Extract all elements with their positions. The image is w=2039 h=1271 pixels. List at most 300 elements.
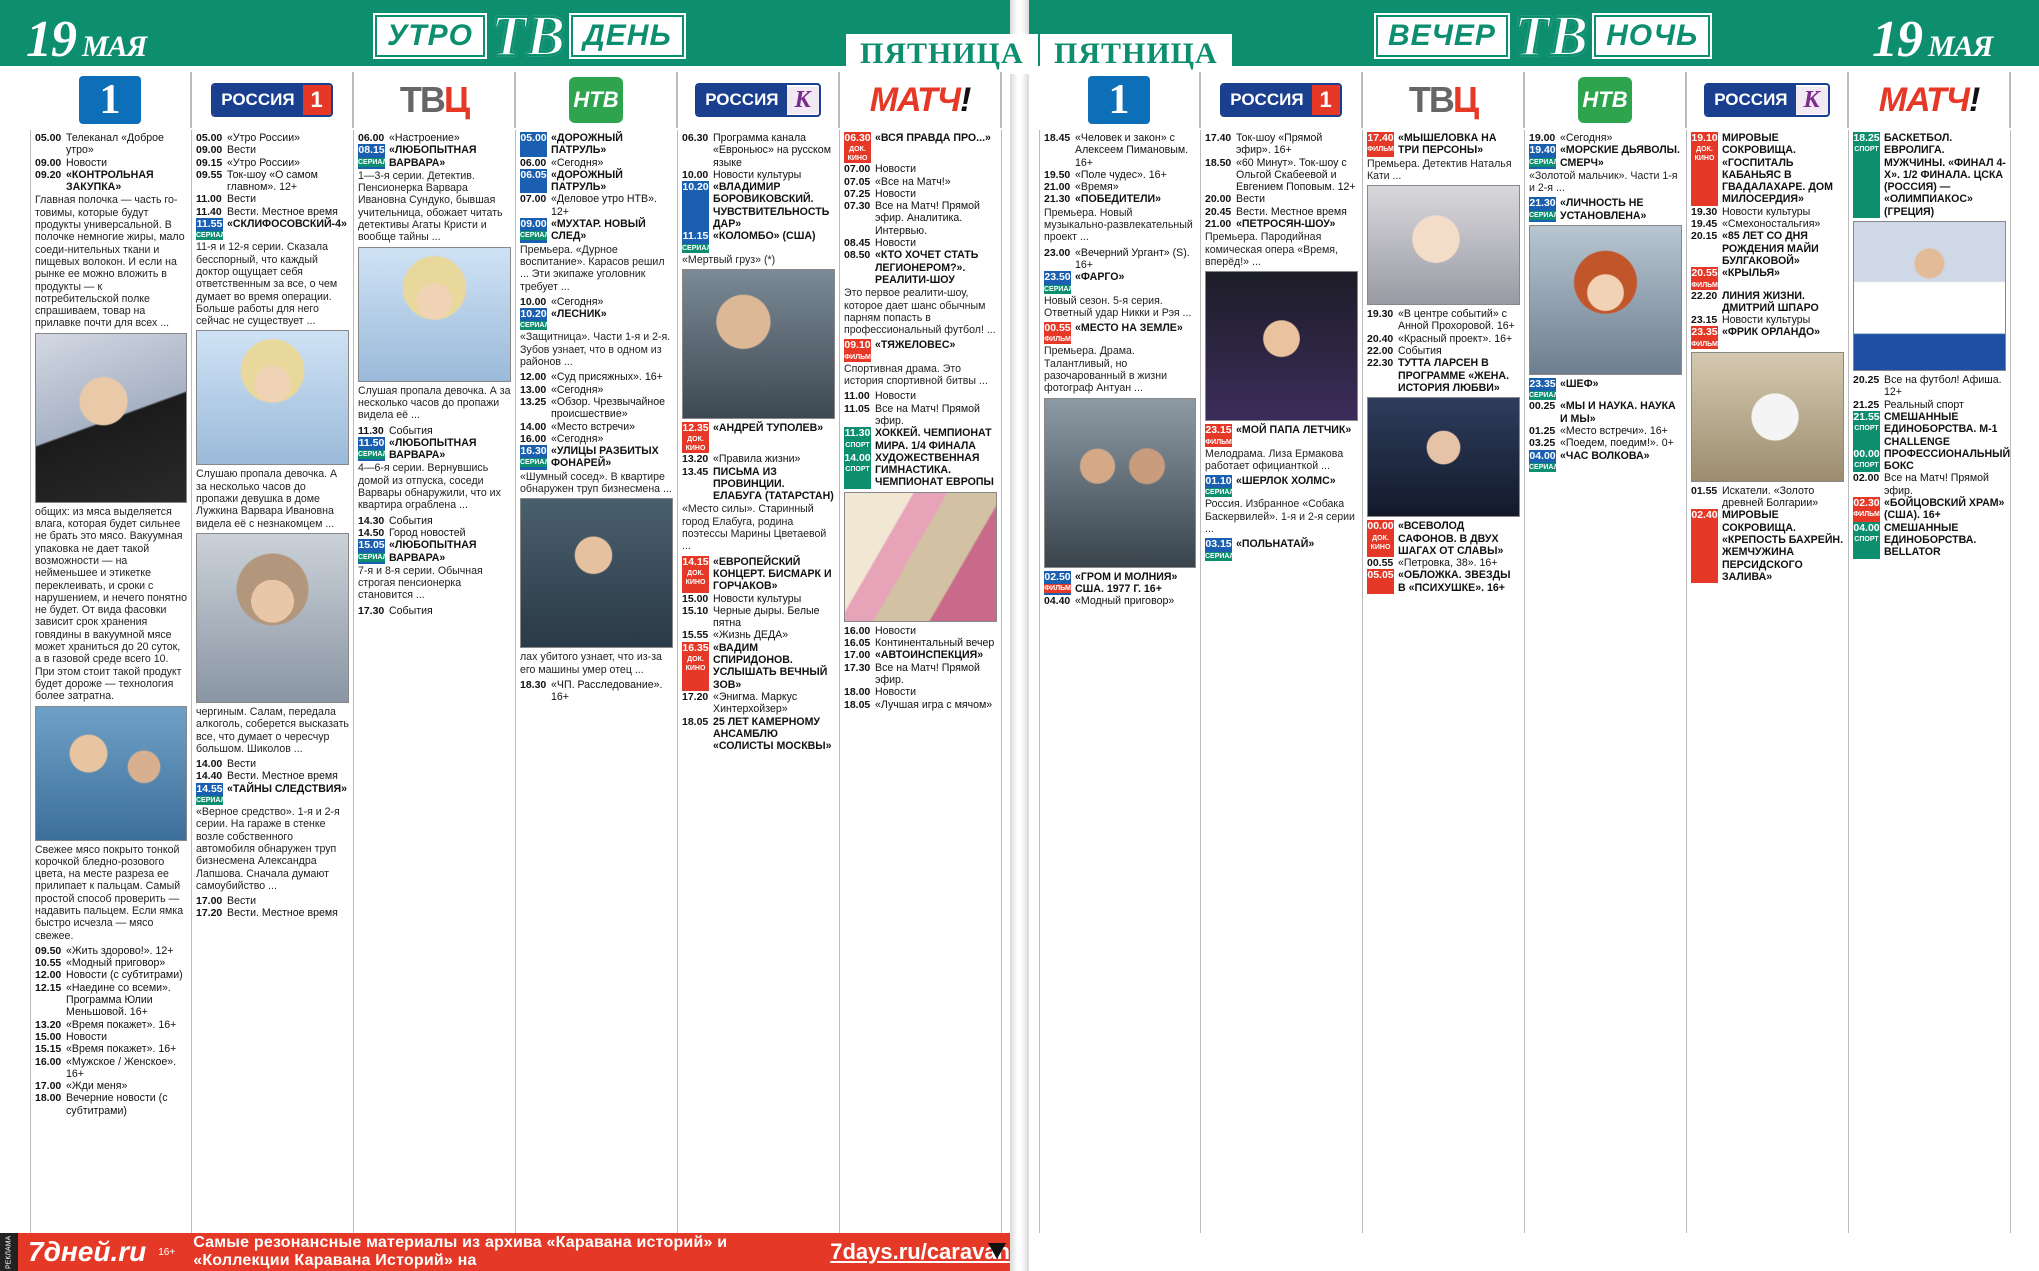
program-title: «ВАДИМ СПИРИДОНОВ. УСЛЫШАТЬ ВЕЧНЫЙ ЗОВ» <box>713 641 828 691</box>
program-description: «Место силы». Старинный город Елабуга, родина поэтессы Марины Цветаевой ... <box>682 503 827 553</box>
time-value: 15.05 <box>358 539 385 552</box>
time-value: 00.55 <box>1044 322 1071 335</box>
program-title: Вести <box>227 193 257 206</box>
time-value: 15.10 <box>682 604 709 617</box>
time-value: 12.00 <box>35 969 62 982</box>
time-value: 11.50 <box>358 436 385 449</box>
program-title: «ЧАС ВОЛКОВА» <box>1560 449 1650 462</box>
program-time <box>196 770 223 782</box>
program-title: Новости <box>875 390 917 403</box>
program-time <box>1367 132 1394 157</box>
program-time <box>844 176 871 188</box>
program-time <box>1044 322 1071 344</box>
program-description: Новый сезон. 5-я серия. Ответный удар Никки и Рэя ... <box>1044 294 1192 319</box>
program-row <box>1205 538 1358 560</box>
program-photo <box>1691 352 1844 482</box>
column-russia1 <box>1201 130 1363 1233</box>
program-time <box>196 206 223 218</box>
time-value: 18.05 <box>844 698 871 711</box>
program-row <box>682 466 835 503</box>
program-row <box>520 384 673 396</box>
program-row <box>196 206 349 218</box>
program-time <box>682 453 709 465</box>
program-title: «Жди меня» <box>66 1080 128 1093</box>
program-time <box>1853 448 1880 473</box>
program-title: Телеканал «Доброе утро» <box>66 132 164 157</box>
logo-russiak: РОССИЯ К <box>678 72 840 128</box>
column-tvc <box>354 130 516 1233</box>
time-value: 10.20 <box>682 181 709 194</box>
program-time <box>1044 247 1071 272</box>
program-row <box>1853 472 2006 497</box>
program-time <box>844 649 871 661</box>
program-title: «ВЛАДИМИР БОРОВИКОВСКИЙ. ЧУВСТВИТЕЛЬНОСТЬ ДАР» <box>713 181 830 231</box>
program-photo <box>844 492 997 622</box>
program-time <box>682 181 709 230</box>
time-value: 22.20 <box>1691 289 1718 302</box>
genre-tag: ДОК. КИНО <box>1691 145 1718 163</box>
genre-tag: СЕРИАЛ <box>358 158 388 166</box>
program-description: общих: из мяса выделяется влага, которая будет сильнее не брать это мясо. Вакуумная упаковка не дает такой возможности — на нейменьшее и этикетке переклеивать, и сроки с нарушением, и нечего понятно не будет. От вида фасовки зависит срок хранения говядины в вакуумной мясе может храниться до 20 суток, а в газовой среде всего 10. При этом стоит такой продукт будет дороже — технология более затратна. <box>35 505 187 703</box>
program-row <box>1853 522 2006 559</box>
genre-tag: СЕРИАЛ <box>1529 392 1559 400</box>
day-left: ПЯТНИЦА <box>846 34 1038 74</box>
program-time <box>1529 378 1559 400</box>
time-value: 08.15 <box>358 144 385 157</box>
program-title: «МЫ И НАУКА. НАУКА И МЫ» <box>1560 400 1676 425</box>
time-value: 17.00 <box>844 649 871 662</box>
program-title: «УЛИЦЫ РАЗБИТЫХ ФОНАРЕЙ» <box>551 445 659 470</box>
program-row <box>1853 132 2006 218</box>
time-value: 16.05 <box>844 637 871 650</box>
program-title: «Место встречи». 16+ <box>1560 424 1668 437</box>
genre-tag: СПОРТ <box>845 441 870 449</box>
genre-tag: ФИЛЬМ <box>1853 511 1880 519</box>
program-title: «МЕСТО НА ЗЕМЛЕ» <box>1075 322 1183 335</box>
ad-label: РЕКЛАМА <box>0 1233 18 1271</box>
time-value: 20.00 <box>1205 193 1232 206</box>
program-time <box>520 218 550 243</box>
program-time <box>520 169 547 194</box>
time-value: 13.20 <box>682 453 709 466</box>
program-title: «Человек и закон» с Алексеем Пимановым. 16+ <box>1075 132 1189 169</box>
program-row <box>1205 157 1358 194</box>
mouse-cursor-icon <box>988 1243 1006 1259</box>
program-title: Ток-шоу «Прямой эфир». 16+ <box>1236 132 1323 157</box>
time-value: 15.00 <box>682 592 709 605</box>
time-value: 08.50 <box>844 249 871 262</box>
genre-tag: ФИЛЬМ <box>1691 340 1718 348</box>
program-time <box>1205 157 1232 194</box>
time-value: 15.55 <box>682 629 709 642</box>
program-title: Все на Матч! Прямой эфир. <box>875 661 980 686</box>
program-title: «Все на Матч!» <box>875 175 951 188</box>
site-logo[interactable]: 7дней.ru <box>28 1236 147 1267</box>
program-title: «Поедем, поедим!». 0+ <box>1560 437 1674 450</box>
program-title: «Сегодня» <box>1560 132 1613 144</box>
program-title: Вести. Местное время <box>227 770 338 783</box>
program-row <box>844 452 997 489</box>
program-time <box>1691 290 1718 315</box>
program-row <box>1853 411 2006 448</box>
program-title: «ЛЕСНИК» <box>551 308 607 321</box>
genre-tag: ФИЛЬМ <box>844 353 871 361</box>
program-title: «Сегодня» <box>551 295 604 308</box>
time-value: 16.00 <box>844 624 871 637</box>
genre-tag: СПОРТ <box>845 466 870 474</box>
program-row <box>35 1080 187 1092</box>
program-title: Ток-шоу «О самом главном». 12+ <box>227 168 318 194</box>
day-right: ПЯТНИЦА <box>1040 34 1232 74</box>
program-time <box>844 163 871 175</box>
program-row <box>196 218 349 240</box>
program-title: «МУХТАР. НОВЫЙ СЛЕД» <box>551 218 646 243</box>
time-value: 11.40 <box>196 205 222 218</box>
time-value: 03.25 <box>1529 437 1556 450</box>
time-value: 14.40 <box>196 770 223 783</box>
time-value: 18.50 <box>1205 156 1232 169</box>
genre-tag: СПОРТ <box>1854 425 1879 433</box>
program-row <box>1691 132 1844 206</box>
time-value: 20.25 <box>1853 374 1880 387</box>
program-time <box>520 396 547 421</box>
genre-tag: СЕРИАЛ <box>196 797 226 805</box>
program-time <box>520 679 547 704</box>
program-time <box>1205 193 1232 205</box>
program-title: «Сегодня» <box>551 156 604 169</box>
program-row <box>520 296 673 308</box>
banner-left: УТРО ТВ ДЕНЬ <box>375 14 684 58</box>
genre-tag: СПОРТ <box>1854 535 1879 543</box>
time-value: 17.20 <box>196 907 223 920</box>
program-title: ПИСЬМА ИЗ ПРОВИНЦИИ. ЕЛАБУГА (ТАТАРСТАН) <box>713 465 834 503</box>
program-row <box>520 193 673 218</box>
program-time <box>1853 497 1880 522</box>
program-time <box>1691 132 1718 206</box>
program-row <box>196 132 349 144</box>
program-row <box>1853 447 2011 473</box>
program-title: Вечерние новости (с субтитрами) <box>66 1092 168 1117</box>
program-time <box>1529 197 1559 222</box>
program-row <box>682 629 835 641</box>
program-row <box>682 556 835 593</box>
time-value: 11.00 <box>196 193 222 206</box>
program-title: БАСКЕТБОЛ. ЕВРОЛИГА. МУЖЧИНЫ. «ФИНАЛ 4-Х». 1/2 ФИНАЛА. ЦСКА (РОССИЯ) — «ОЛИМПИАКОС» (ГРЕЦИЯ) <box>1884 132 2006 218</box>
program-title: «Деловое утро НТВ». 12+ <box>551 193 657 218</box>
time-value: 12.00 <box>520 371 547 384</box>
time-value: 21.00 <box>1205 218 1232 231</box>
program-description: Слушая пропала девочка. А за несколько часов до пропажи видела её ... <box>358 384 511 422</box>
program-time <box>1691 267 1718 289</box>
program-title: «Мужское / Женское». 16+ <box>66 1055 177 1080</box>
program-row <box>35 132 187 157</box>
program-row <box>1367 357 1520 394</box>
program-time <box>358 425 385 437</box>
program-row <box>682 169 835 181</box>
program-description: Главная полочка — часть го-товимы, которые будут продукты универсальной. В полочке немногие жиры, мало соеди-нительных ткани и пищевых волокон. И если на рынке ее можно вложить в продукты — к потребительской полке спрашиваем, товар на прилавке почти для всех ... <box>35 194 185 330</box>
program-title: «Жизнь ДЕДА» <box>713 629 789 642</box>
time-value: 16.30 <box>520 445 547 458</box>
program-description: «Шумный сосед». В квартире обнаружен труп бизнесмена ... <box>520 470 672 496</box>
program-time <box>35 1080 62 1092</box>
program-description: Премьера. Новый музыкально-развлекательный проект ... <box>1044 206 1193 244</box>
program-title: «Петровка, 38». 16+ <box>1398 557 1498 570</box>
program-title: «БОЙЦОВСКИЙ ХРАМ» (США). 16+ <box>1884 497 2005 522</box>
program-time <box>196 169 223 194</box>
program-time <box>520 384 547 396</box>
program-time <box>35 945 62 957</box>
program-title: «КТО ХОЧЕТ СТАТЬ ЛЕГИОНЕРОМ?». РЕАЛИТИ-ШОУ <box>875 249 979 286</box>
column-russia1 <box>192 130 354 1233</box>
program-time <box>1205 538 1235 560</box>
program-row <box>1205 218 1358 230</box>
program-title: «Время покажет». 16+ <box>66 1018 177 1031</box>
time-value: 18.25 <box>1853 132 1880 144</box>
program-title: «Вечерний Ургант» (S). 16+ <box>1075 246 1190 271</box>
program-title: «МОРСКИЕ ДЬЯВОЛЫ. СМЕРЧ» <box>1560 144 1680 169</box>
program-title: «ВСЯ ПРАВДА ПРО...» <box>875 132 991 144</box>
time-value: 09.50 <box>35 944 62 957</box>
program-title: «ЛЮБОПЫТНАЯ ВАРВАРА» <box>389 539 477 564</box>
program-title: «ЕВРОПЕЙСКИЙ КОНЦЕРТ. БИСМАРК И ГОРЧАКОВ» <box>713 555 832 593</box>
column-match <box>1849 130 2011 1233</box>
program-row <box>358 527 511 539</box>
program-row <box>844 339 997 361</box>
program-title: События <box>1398 345 1442 358</box>
time-value: 09.55 <box>196 168 223 181</box>
time-value: 13.20 <box>35 1018 62 1031</box>
program-row <box>844 699 997 711</box>
program-row <box>844 237 997 249</box>
program-description: 7-я и 8-я серии. Обычная строгая пенсионерка становится ... <box>358 564 483 602</box>
time-value: 02.30 <box>1853 497 1880 510</box>
program-title: События <box>389 514 433 527</box>
genre-tag: ДОК. КИНО <box>682 569 709 587</box>
time-value: 12.15 <box>35 981 62 994</box>
program-title: Все на Матч! Прямой эфир. <box>875 402 980 427</box>
program-row <box>1691 326 1844 348</box>
time-value: 04.00 <box>1853 521 1880 534</box>
time-value: 18.45 <box>1044 132 1071 144</box>
program-title: «Поле чудес». 16+ <box>1075 168 1167 181</box>
program-time <box>844 249 871 286</box>
program-description: «Мертвый груз» (*) <box>682 253 776 266</box>
program-row <box>1367 333 1520 345</box>
program-title: «ТАЙНЫ СЛЕДСТВИЯ» <box>227 782 347 795</box>
program-row <box>35 945 187 957</box>
program-time <box>196 782 226 805</box>
program-title: «Время» <box>1075 181 1119 194</box>
time-value: 21.00 <box>1044 181 1071 194</box>
time-value: 21.30 <box>1529 197 1556 210</box>
program-time <box>844 339 871 361</box>
program-time <box>1691 509 1718 583</box>
program-row <box>1367 345 1520 357</box>
program-time <box>1044 595 1071 607</box>
program-title: «ЛЮБОПЫТНАЯ ВАРВАРА» <box>389 436 477 462</box>
banner-right: ВЕЧЕР ТВ НОЧЬ <box>1376 14 1710 58</box>
program-row <box>1691 230 1844 267</box>
time-value: 09.00 <box>35 156 62 169</box>
time-value: 06.30 <box>682 132 709 144</box>
program-title: «ПОБЕДИТЕЛИ» <box>1075 193 1162 206</box>
program-row <box>196 169 349 194</box>
program-row <box>1529 400 1682 425</box>
program-time <box>1691 314 1718 326</box>
program-title: СМЕШАННЫЕ ЕДИНОБОРСТВА. M-1 CHALLENGE <box>1884 410 1998 448</box>
program-title: «АНДРЕЙ ТУПОЛЕВ» <box>713 421 824 434</box>
time-value: 20.15 <box>1691 230 1718 243</box>
time-value: 02.00 <box>1853 472 1880 485</box>
program-title: Новости культуры <box>1722 205 1811 218</box>
program-row <box>1691 206 1844 218</box>
program-title: «ПОЛЬНАТАЙ» <box>1236 538 1315 551</box>
program-title: «МОЙ ПАПА ЛЕТЧИК» <box>1236 424 1352 437</box>
time-value: 09.00 <box>520 218 547 231</box>
time-value: 09.20 <box>35 168 62 181</box>
program-title: Новости культуры <box>713 592 802 605</box>
program-row <box>358 425 511 437</box>
program-title: «СКЛИФОСОВСКИЙ-4» <box>227 218 347 231</box>
program-row <box>844 662 997 687</box>
program-title: Континентальный вечер <box>875 637 995 650</box>
program-title: МИРОВЫЕ СОКРОВИЩА. «КРЕПОСТЬ БАХРЕЙН. ЖЕМЧУЖИНА ПЕРСИДСКОГО ЗАЛИВА» <box>1722 509 1844 583</box>
time-value: 09.15 <box>196 156 223 169</box>
time-value: 17.30 <box>358 604 385 617</box>
time-value: 00.25 <box>1529 400 1556 413</box>
program-row <box>35 157 187 169</box>
program-description: Это первое реалити-шоу, которое дает шанс обычным парням попасть в профессиональный футбол! ... <box>844 287 996 337</box>
program-time <box>844 132 871 163</box>
program-row <box>35 1092 187 1117</box>
time-value: 11.15 <box>682 230 709 243</box>
program-time <box>1853 522 1880 559</box>
time-value: 14.15 <box>682 555 709 568</box>
time-value: 19.50 <box>1044 168 1071 181</box>
program-row <box>682 181 835 230</box>
time-value: 23.15 <box>1205 424 1232 437</box>
program-time <box>1367 357 1394 394</box>
program-time <box>844 452 871 489</box>
caravan-link[interactable]: 7days.ru/caravan <box>830 1239 1010 1264</box>
time-value: 17.00 <box>196 895 223 908</box>
program-time <box>1205 218 1232 230</box>
program-time <box>1367 345 1394 357</box>
time-value: 01.25 <box>1529 424 1556 437</box>
program-row <box>1853 374 2006 399</box>
genre-tag: СЕРИАЛ <box>1529 211 1559 219</box>
program-row <box>520 169 673 194</box>
program-row <box>844 163 997 175</box>
program-row <box>1529 197 1682 222</box>
program-time <box>358 527 385 539</box>
program-description: Премьера. Детектив Наталья Кати ... <box>1367 157 1512 182</box>
program-time <box>682 556 709 593</box>
program-title: «Жить здорово!». 12+ <box>66 944 174 957</box>
program-time <box>35 1019 62 1031</box>
program-row <box>520 421 673 433</box>
program-description: Премьера. Пародийная комическая опера «Время, вперёд!» ... <box>1205 231 1338 268</box>
program-row <box>1044 271 1196 293</box>
time-value: 13.25 <box>520 395 547 408</box>
date-right: 19 МАЯ <box>1872 11 1993 68</box>
program-row <box>1529 144 1682 169</box>
time-value: 19.30 <box>1691 205 1718 218</box>
program-title: «ПЕТРОСЯН-ШОУ» <box>1236 218 1336 231</box>
program-time <box>1691 218 1718 230</box>
program-photo <box>1044 398 1196 568</box>
program-description: лах убитого узнает, что из-за его машины умер отец ... <box>520 651 662 676</box>
time-value: 14.00 <box>520 420 547 433</box>
program-row <box>1691 267 1844 289</box>
program-row <box>1205 424 1358 446</box>
program-time <box>844 188 871 200</box>
program-title: Новости (с субтитрами) <box>66 969 183 982</box>
program-row <box>682 593 835 605</box>
program-row <box>520 433 673 445</box>
program-row <box>682 691 835 716</box>
program-row <box>1044 571 1196 596</box>
program-time <box>682 466 709 503</box>
program-row <box>35 957 187 969</box>
program-time <box>682 629 709 641</box>
program-title: Новости <box>66 156 108 169</box>
program-row <box>1367 569 1520 594</box>
program-title: Черные дыры. Белые пятна <box>713 604 820 630</box>
time-value: 05.00 <box>520 132 547 144</box>
time-value: 18.05 <box>682 715 709 728</box>
program-title: «Обзор. Чрезвычайное происшествие» <box>551 395 666 421</box>
program-time <box>35 969 62 981</box>
program-row <box>844 200 997 237</box>
genre-tag: СЕРИАЛ <box>358 451 388 459</box>
program-time <box>35 169 62 194</box>
program-time <box>35 982 62 1019</box>
program-title: 25 ЛЕТ КАМЕРНОМУ АНСАМБЛЮ «СОЛИСТЫ МОСКВЫ» <box>713 715 832 753</box>
program-title: «ЛЮБОПЫТНАЯ ВАРВАРА» <box>389 144 477 169</box>
program-photo <box>35 706 187 841</box>
column-match <box>840 130 1002 1233</box>
program-description: «Защитница». Части 1-я и 2-я. Зубов узнает, что в одном из районов ... <box>520 331 671 369</box>
time-value: 07.30 <box>844 200 871 213</box>
program-title: Искатели. «Золото древней Болгарии» <box>1722 484 1819 510</box>
column-perviy <box>1039 130 1201 1233</box>
program-time <box>1205 424 1232 446</box>
program-title: «ЛИЧНОСТЬ НЕ УСТАНОВЛЕНА» <box>1560 197 1647 222</box>
program-time <box>1529 449 1559 472</box>
program-time <box>682 230 712 252</box>
genre-tag: СПОРТ <box>1854 146 1879 154</box>
time-value: 06.00 <box>358 132 385 144</box>
program-title: «ШЕФ» <box>1560 378 1599 391</box>
program-row <box>520 218 673 243</box>
time-value: 04.40 <box>1044 595 1071 608</box>
program-title: События <box>389 424 433 437</box>
program-title: «В центре событий» с Анной Прохоровой. 16+ <box>1398 308 1515 333</box>
program-time <box>844 699 871 711</box>
program-row <box>1205 206 1358 218</box>
program-row <box>1691 314 1844 326</box>
program-description: «Золотой мальчик». Части 1-я и 2-я ... <box>1529 169 1678 195</box>
program-description: Премьера. «Дурное воспитание». Карасов решил ... Эти экипаже уголовник требует ... <box>520 243 665 293</box>
program-photo <box>1853 221 2006 371</box>
column-ntv <box>1525 130 1687 1233</box>
program-title: «Модный приговор» <box>66 957 166 970</box>
program-time <box>1044 169 1071 181</box>
program-time <box>520 371 547 383</box>
program-row <box>682 453 835 465</box>
program-time <box>682 605 709 630</box>
